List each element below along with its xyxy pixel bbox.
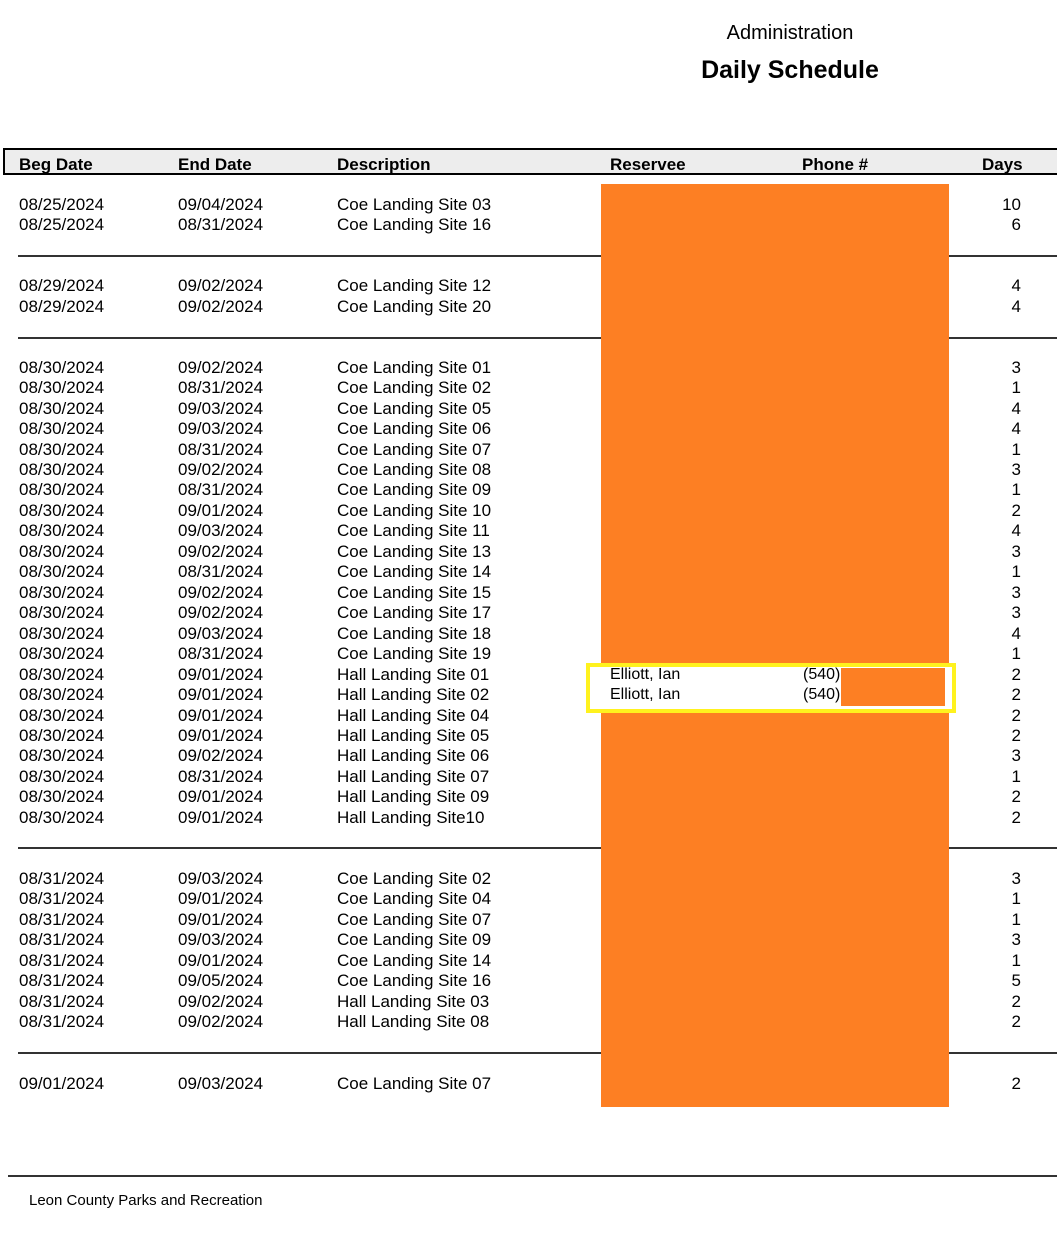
cell-description: Coe Landing Site 08	[337, 460, 492, 479]
cell-beg-date: 08/30/2024	[19, 624, 105, 643]
cell-beg-date: 08/30/2024	[19, 440, 105, 459]
cell-description: Hall Landing Site 06	[337, 746, 490, 765]
cell-description: Coe Landing Site 20	[337, 297, 492, 316]
cell-beg-date: 08/30/2024	[19, 603, 105, 622]
table-header	[3, 148, 1057, 175]
cell-end-date: 09/03/2024	[178, 624, 264, 643]
cell-end-date: 09/01/2024	[178, 665, 264, 684]
cell-days: 2	[1011, 706, 1021, 725]
cell-days: 1	[1011, 378, 1021, 397]
cell-days: 1	[1011, 480, 1021, 499]
cell-days: 2	[1011, 685, 1021, 704]
cell-days: 3	[1011, 583, 1021, 602]
cell-days: 2	[1011, 787, 1021, 806]
cell-days: 2	[1011, 1074, 1021, 1093]
cell-description: Coe Landing Site 07	[337, 1074, 492, 1093]
cell-days: 3	[1011, 930, 1021, 949]
cell-days: 2	[1011, 665, 1021, 684]
cell-days: 2	[1011, 501, 1021, 520]
cell-end-date: 09/02/2024	[178, 542, 264, 561]
cell-end-date: 09/03/2024	[178, 869, 264, 888]
page-subtitle: Administration	[726, 22, 854, 44]
cell-days: 6	[1011, 215, 1021, 234]
cell-end-date: 09/01/2024	[178, 808, 264, 827]
cell-description: Coe Landing Site 17	[337, 603, 492, 622]
cell-beg-date: 08/30/2024	[19, 685, 105, 704]
cell-end-date: 09/02/2024	[178, 297, 264, 316]
cell-beg-date: 08/29/2024	[19, 276, 105, 295]
cell-end-date: 09/02/2024	[178, 746, 264, 765]
cell-end-date: 09/03/2024	[178, 419, 264, 438]
cell-days: 3	[1011, 460, 1021, 479]
cell-beg-date: 08/30/2024	[19, 706, 105, 725]
cell-days: 4	[1011, 297, 1021, 316]
cell-days: 4	[1011, 419, 1021, 438]
col-beg-date: Beg Date	[19, 155, 93, 174]
cell-description: Hall Landing Site 03	[337, 992, 490, 1011]
cell-days: 2	[1011, 1012, 1021, 1031]
cell-description: Hall Landing Site 01	[337, 665, 490, 684]
cell-end-date: 09/01/2024	[178, 910, 264, 929]
cell-days: 4	[1011, 624, 1021, 643]
cell-beg-date: 08/30/2024	[19, 562, 105, 581]
cell-end-date: 08/31/2024	[178, 480, 264, 499]
cell-beg-date: 08/29/2024	[19, 297, 105, 316]
cell-description: Coe Landing Site 16	[337, 215, 492, 234]
cell-end-date: 09/01/2024	[178, 787, 264, 806]
cell-description: Coe Landing Site 14	[337, 562, 492, 581]
cell-description: Coe Landing Site 16	[337, 971, 492, 990]
cell-end-date: 09/04/2024	[178, 195, 264, 214]
cell-days: 1	[1011, 440, 1021, 459]
cell-days: 2	[1011, 726, 1021, 745]
cell-end-date: 08/31/2024	[178, 378, 264, 397]
cell-end-date: 08/31/2024	[178, 644, 264, 663]
cell-end-date: 08/31/2024	[178, 440, 264, 459]
cell-days: 3	[1011, 746, 1021, 765]
cell-description: Coe Landing Site 14	[337, 951, 492, 970]
cell-description: Hall Landing Site 07	[337, 767, 490, 786]
col-end-date: End Date	[178, 155, 252, 174]
cell-description: Coe Landing Site 05	[337, 399, 492, 418]
cell-description: Coe Landing Site 03	[337, 195, 492, 214]
cell-end-date: 09/01/2024	[178, 951, 264, 970]
cell-beg-date: 08/25/2024	[19, 215, 105, 234]
cell-days: 1	[1011, 767, 1021, 786]
cell-days: 10	[1002, 195, 1021, 214]
cell-description: Coe Landing Site 09	[337, 930, 492, 949]
cell-beg-date: 08/30/2024	[19, 521, 105, 540]
cell-beg-date: 08/30/2024	[19, 542, 105, 561]
cell-beg-date: 08/30/2024	[19, 644, 105, 663]
cell-end-date: 09/01/2024	[178, 706, 264, 725]
cell-end-date: 09/02/2024	[178, 583, 264, 602]
cell-description: Hall Landing Site 09	[337, 787, 490, 806]
cell-beg-date: 08/31/2024	[19, 951, 105, 970]
cell-beg-date: 08/30/2024	[19, 746, 105, 765]
cell-end-date: 09/02/2024	[178, 603, 264, 622]
cell-description: Hall Landing Site10	[337, 808, 485, 827]
cell-beg-date: 08/30/2024	[19, 399, 105, 418]
cell-end-date: 09/03/2024	[178, 930, 264, 949]
cell-description: Coe Landing Site 07	[337, 440, 492, 459]
cell-beg-date: 08/30/2024	[19, 726, 105, 745]
cell-beg-date: 08/31/2024	[19, 869, 105, 888]
col-days: Days	[982, 155, 1023, 174]
cell-end-date: 09/02/2024	[178, 460, 264, 479]
cell-days: 1	[1011, 644, 1021, 663]
cell-days: 1	[1011, 910, 1021, 929]
cell-beg-date: 08/30/2024	[19, 665, 105, 684]
cell-description: Coe Landing Site 02	[337, 378, 492, 397]
cell-beg-date: 08/30/2024	[19, 501, 105, 520]
cell-beg-date: 08/30/2024	[19, 358, 105, 377]
cell-description: Coe Landing Site 15	[337, 583, 492, 602]
footer-divider	[8, 1175, 1057, 1177]
cell-end-date: 08/31/2024	[178, 767, 264, 786]
cell-description: Coe Landing Site 13	[337, 542, 492, 561]
cell-days: 3	[1011, 542, 1021, 561]
cell-description: Coe Landing Site 11	[337, 521, 490, 540]
cell-end-date: 09/03/2024	[178, 521, 264, 540]
cell-reservee: Elliott, Ian	[610, 666, 681, 683]
cell-description: Coe Landing Site 04	[337, 889, 492, 908]
col-description: Description	[337, 155, 431, 174]
cell-beg-date: 08/30/2024	[19, 767, 105, 786]
cell-beg-date: 08/30/2024	[19, 808, 105, 827]
cell-description: Coe Landing Site 19	[337, 644, 492, 663]
cell-beg-date: 08/31/2024	[19, 889, 105, 908]
cell-days: 1	[1011, 889, 1021, 908]
cell-beg-date: 08/30/2024	[19, 583, 105, 602]
cell-days: 4	[1011, 399, 1021, 418]
col-reservee: Reservee	[610, 155, 686, 174]
cell-beg-date: 08/31/2024	[19, 1012, 105, 1031]
cell-end-date: 09/02/2024	[178, 992, 264, 1011]
cell-beg-date: 08/30/2024	[19, 419, 105, 438]
cell-description: Hall Landing Site 05	[337, 726, 490, 745]
cell-end-date: 09/01/2024	[178, 501, 264, 520]
cell-phone: (540)	[803, 686, 841, 703]
cell-beg-date: 08/30/2024	[19, 787, 105, 806]
cell-beg-date: 09/01/2024	[19, 1074, 105, 1093]
cell-days: 3	[1011, 603, 1021, 622]
cell-beg-date: 08/31/2024	[19, 971, 105, 990]
cell-description: Hall Landing Site 02	[337, 685, 490, 704]
cell-days: 3	[1011, 869, 1021, 888]
cell-end-date: 09/05/2024	[178, 971, 264, 990]
cell-description: Hall Landing Site 04	[337, 706, 490, 725]
cell-end-date: 09/01/2024	[178, 889, 264, 908]
cell-days: 5	[1011, 971, 1021, 990]
cell-beg-date: 08/30/2024	[19, 378, 105, 397]
page-title: Daily Schedule	[701, 56, 879, 84]
cell-end-date: 09/03/2024	[178, 399, 264, 418]
cell-description: Coe Landing Site 10	[337, 501, 492, 520]
cell-end-date: 09/01/2024	[178, 726, 264, 745]
footer-org: Leon County Parks and Recreation	[29, 1192, 263, 1209]
redaction-block	[601, 184, 949, 1107]
cell-reservee: Elliott, Ian	[610, 686, 681, 703]
cell-days: 2	[1011, 992, 1021, 1011]
cell-end-date: 09/02/2024	[178, 1012, 264, 1031]
cell-beg-date: 08/30/2024	[19, 480, 105, 499]
cell-description: Coe Landing Site 09	[337, 480, 492, 499]
cell-beg-date: 08/25/2024	[19, 195, 105, 214]
cell-description: Coe Landing Site 02	[337, 869, 492, 888]
cell-phone: (540)	[803, 666, 841, 683]
cell-days: 1	[1011, 951, 1021, 970]
col-phone: Phone #	[802, 155, 869, 174]
highlight-box	[586, 663, 956, 713]
cell-days: 1	[1011, 562, 1021, 581]
cell-end-date: 09/02/2024	[178, 358, 264, 377]
cell-days: 4	[1011, 276, 1021, 295]
cell-end-date: 09/02/2024	[178, 276, 264, 295]
cell-description: Hall Landing Site 08	[337, 1012, 490, 1031]
cell-beg-date: 08/31/2024	[19, 910, 105, 929]
cell-end-date: 09/01/2024	[178, 685, 264, 704]
cell-beg-date: 08/31/2024	[19, 992, 105, 1011]
cell-end-date: 09/03/2024	[178, 1074, 264, 1093]
cell-days: 4	[1011, 521, 1021, 540]
cell-days: 3	[1011, 358, 1021, 377]
cell-beg-date: 08/30/2024	[19, 460, 105, 479]
cell-days: 2	[1011, 808, 1021, 827]
cell-beg-date: 08/31/2024	[19, 930, 105, 949]
cell-end-date: 08/31/2024	[178, 562, 264, 581]
cell-end-date: 08/31/2024	[178, 215, 264, 234]
cell-description: Coe Landing Site 07	[337, 910, 492, 929]
cell-description: Coe Landing Site 12	[337, 276, 492, 295]
cell-description: Coe Landing Site 06	[337, 419, 492, 438]
cell-description: Coe Landing Site 18	[337, 624, 492, 643]
cell-description: Coe Landing Site 01	[337, 358, 492, 377]
